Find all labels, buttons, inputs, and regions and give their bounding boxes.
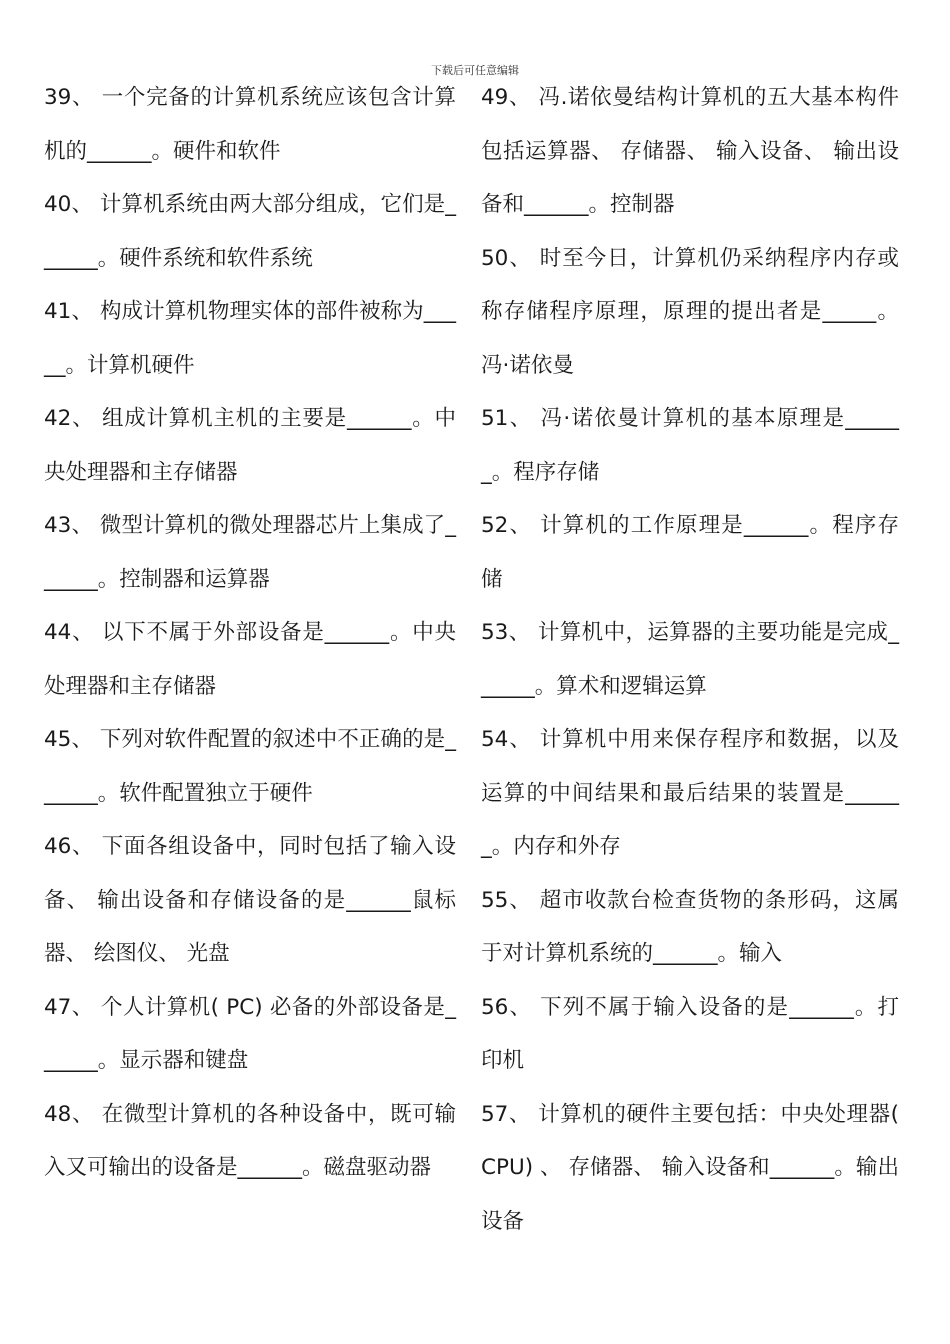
question-46: 46、 下面各组设备中，同时包括了输入设备、 输出设备和存储设备的是______鼠标器、 绘图仪、 光盘 <box>44 834 456 966</box>
question-44: 44、 以下不属于外部设备是______。中央处理器和主存储器 <box>44 620 456 699</box>
question-41: 41、 构成计算机物理实体的部件被称为_____。计算机硬件 <box>44 299 456 378</box>
question-47: 47、 个人计算机( PC) 必备的外部设备是______。显示器和键盘 <box>44 994 456 1073</box>
question-50: 50、 时至今日，计算机仍采纳程序内存或称存储程序原理，原理的提出者是_____。冯·诺依曼 <box>481 245 899 378</box>
question-39: 39、 一个完备的计算机系统应该包含计算机的______。硬件和软件 <box>44 85 456 164</box>
question-40: 40、 计算机系统由两大部分组成，它们是______。硬件系统和软件系统 <box>44 192 456 271</box>
question-48: 48、 在微型计算机的各种设备中，既可输入又可输出的设备是______。磁盘驱动器 <box>44 1101 456 1180</box>
question-56: 56、 下列不属于输入设备的是______。打印机 <box>481 994 899 1073</box>
question-42: 42、 组成计算机主机的主要是______。中央处理器和主存储器 <box>44 406 456 485</box>
right-column <box>481 71 899 1248</box>
question-55: 55、 超市收款台检查货物的条形码，这属于对计算机系统的______。输入 <box>481 887 899 966</box>
question-43: 43、 微型计算机的微处理器芯片上集成了______。控制器和运算器 <box>44 513 456 592</box>
question-54: 54、 计算机中用来保存程序和数据，以及运算的中间结果和最后结果的装置是______。内存和外存 <box>481 727 899 859</box>
question-45: 45、 下列对软件配置的叙述中不正确的是______。软件配置独立于硬件 <box>44 727 456 806</box>
header-note: 下载后可任意编辑 <box>431 64 519 77</box>
left-column <box>44 71 456 1195</box>
question-53: 53、 计算机中，运算器的主要功能是完成______。算术和逻辑运算 <box>481 620 899 699</box>
question-52: 52、 计算机的工作原理是______。程序存储 <box>481 513 899 592</box>
question-49: 49、 冯.诺依曼结构计算机的五大基本构件包括运算器、 存储器、 输入设备、 输出设备和______。控制器 <box>481 85 899 217</box>
question-51: 51、 冯·诺依曼计算机的基本原理是______。程序存储 <box>481 406 899 485</box>
question-57: 57、 计算机的硬件主要包括：中央处理器( CPU) 、 存储器、 输入设备和______。输出设备 <box>481 1101 899 1234</box>
